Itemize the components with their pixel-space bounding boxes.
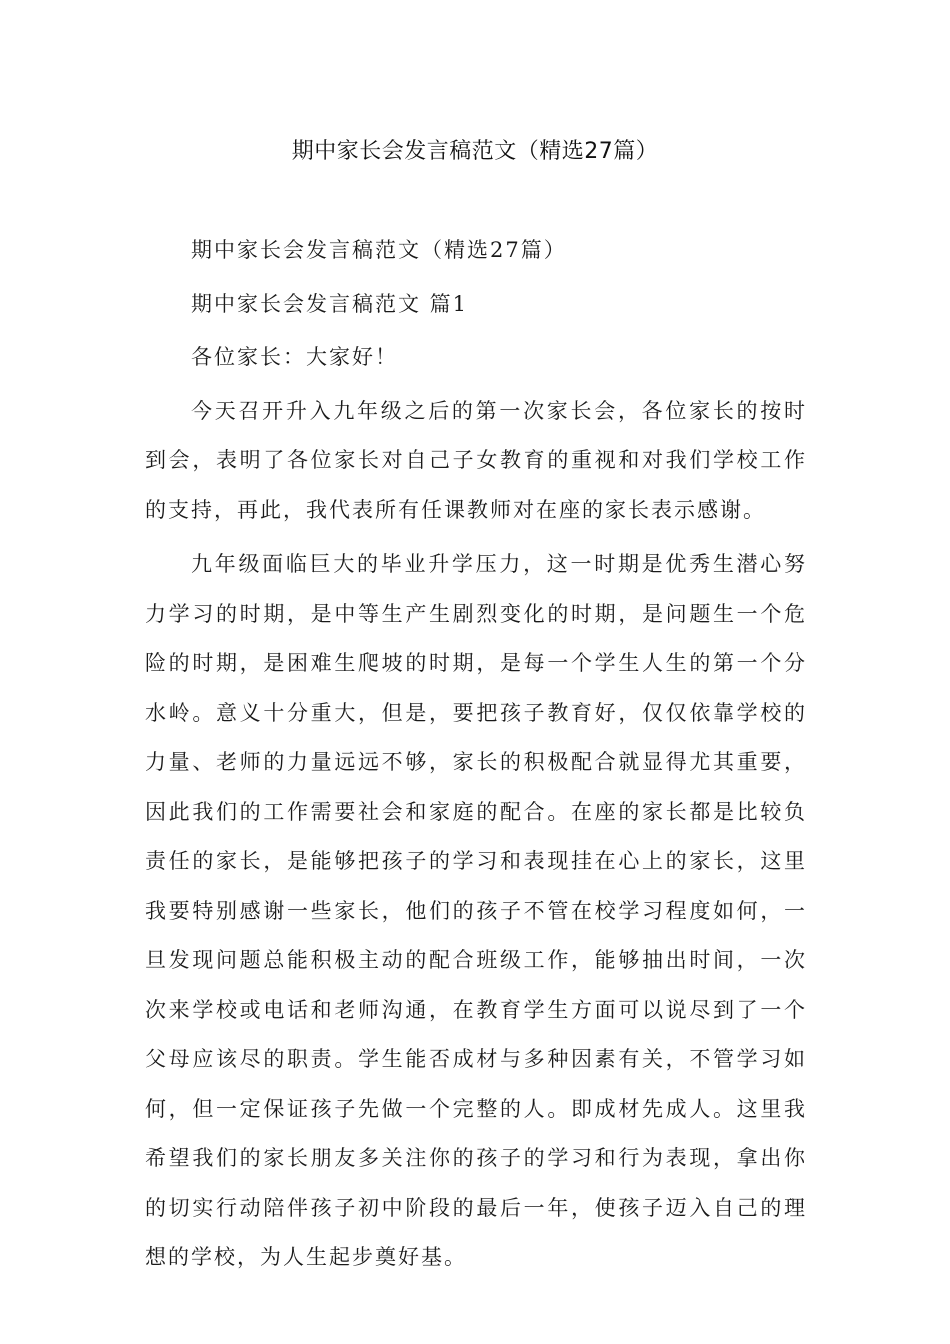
document-body — [145, 226, 807, 1288]
paragraph-main: 九年级面临巨大的毕业升学压力，这一时期是优秀生潜心努力学习的时期，是中等生产生剧烈变化的时期，是问题生一个危险的时期，是困难生爬坡的时期，是每一个学生人生的第一个分水岭。意义十分重大，但是，要把孩子教育好，仅仅依靠学校的力量、老师的力量远远不够，家长的积极配合就显得尤其重要，因此我们的工作需要社会和家庭的配合。在座的家长都是比较负责任的家长，是能够把孩子的学习和表现挂在心上的家长，这里我要特别感谢一些家长，他们的孩子不管在校学习程度如何，一旦发现问题总能积极主动的配合班级工作，能够抽出时间，一次次来学校或电话和老师沟通，在教育学生方面可以说尽到了一个父母应该尽的职责。学生能否成材与多种因素有关，不管学习如何，但一定保证孩子先做一个完整的人。即成材先成人。这里我希望我们的家长朋友多关注你的孩子的学习和行为表现，拿出你的切实行动陪伴孩子初中阶段的最后一年，使孩子迈入自己的理想的学校，为人生起步奠好基。 — [145, 552, 807, 1269]
paragraph-intro: 今天召开升入九年级之后的第一次家长会，各位家长的按时到会，表明了各位家长对自己子女教育的重视和对我们学校工作的支持，再此，我代表所有任课教师对在座的家长表示感谢。 — [145, 398, 807, 522]
paragraph-heading: 期中家长会发言稿范文（精选27篇） — [191, 238, 567, 262]
document-title: 期中家长会发言稿范文（精选27篇） — [291, 139, 659, 164]
paragraph-section-title: 期中家长会发言稿范文 篇1 — [191, 291, 469, 316]
paragraph-greeting: 各位家长：大家好！ — [191, 345, 398, 369]
